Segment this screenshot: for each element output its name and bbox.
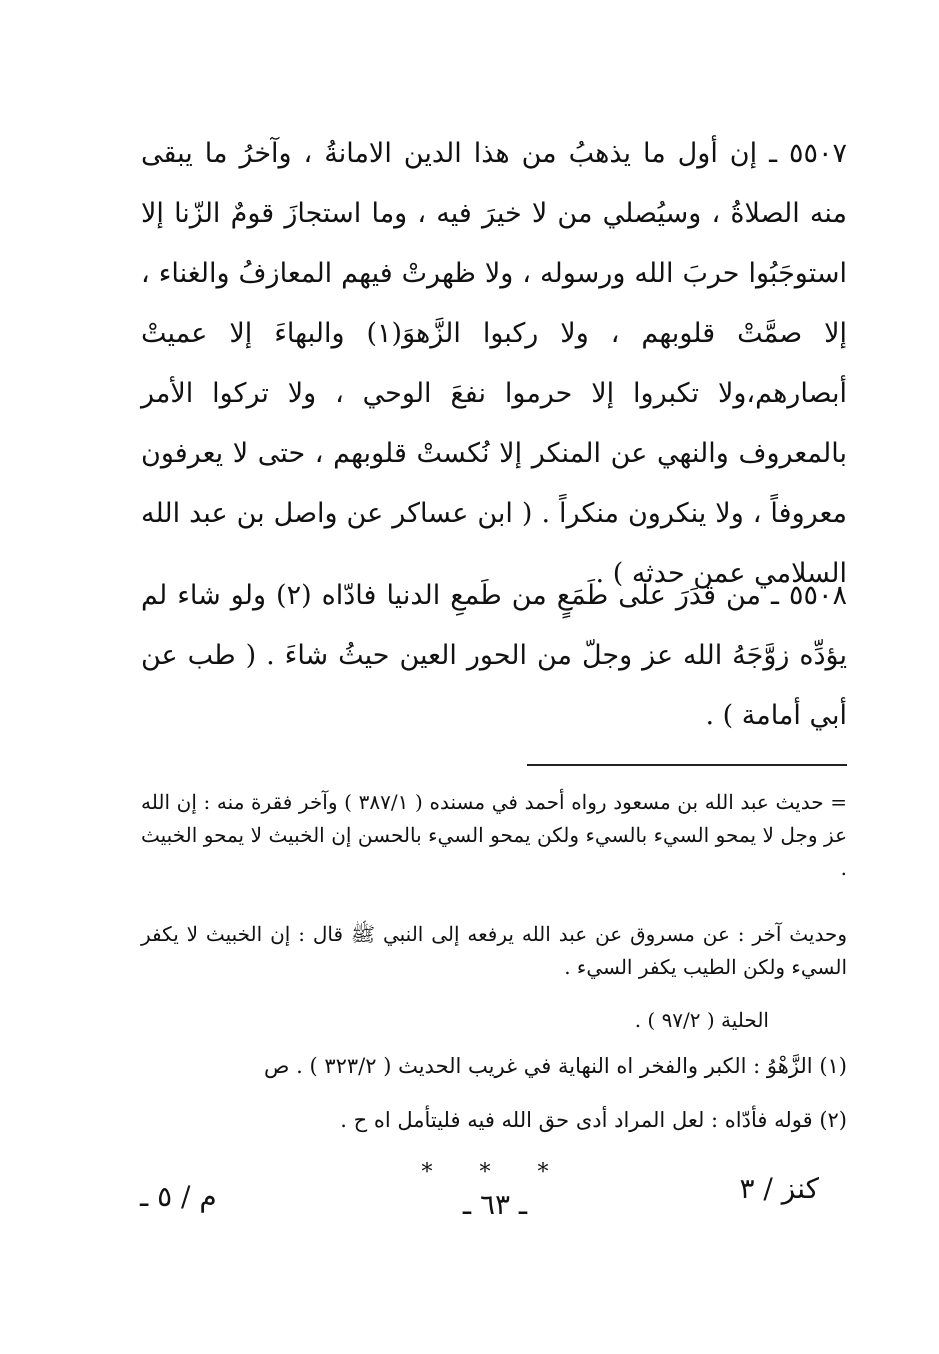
footnote-continuation-2: وحديث آخر : عن مسروق عن عبد الله يرفعه إلى النبي ﷺ قال : إن الخبيث لا يكفر السيء ولكن الطيب يكفر السيء .	[141, 922, 847, 979]
volume-label: كنز / ٣	[739, 1172, 819, 1205]
footnote-continuation-1: = حديث عبد الله بن مسعود رواه أحمد في مسنده ( ٣٨٧/١ ) وآخر فقرة منه : إن الله عز وجل لا يمحو السيء بالسيء ولكن يمحو السيء بالحسن إن الخبيث لا يمحو الخبيث .	[141, 790, 847, 880]
hadith-5508: ٥٥٠٨ ـ من قدَرَ على طَمَعٍ من طَمعِ الدنيا فادّاه (٢) ولو شاء لم يؤدِّه زوَّجَهُ الله عز وجلّ من الحور العين حيثُ شاءَ . ( طب عن أبي أمامة ) .	[141, 580, 847, 731]
footnote-continuation-3: الحلية ( ٩٧/٢ ) .	[634, 1008, 769, 1032]
page-footer	[0, 1160, 939, 1230]
footnote-separator	[527, 764, 847, 766]
page-number: ـ ٦٣ ـ	[462, 1188, 528, 1221]
footnote-2: (٢) قوله فأدّاه : لعل المراد أدى حق الله فيه فليتأمل اه ح .	[340, 1108, 847, 1132]
hadith-5507: ٥٥٠٧ ـ إن أول ما يذهبُ من هذا الدين الامانةُ ، وآخرُ ما يبقى منه الصلاةُ ، وسيُصلي من لا خيرَ فيه ، وما استجازَ قومٌ الزّنا إلا استوجَبُوا حربَ الله ورسوله ، ولا ظهرتْ فيهم المعازفُ والغناء ، إلا صمَّتْ قلوبهم ، ولا ركبوا الزَّهوَ(١) والبهاءَ إلا عميتْ أبصارهم،ولا تكبروا إلا حرموا نفعَ الوحي ، ولا تركوا الأمر بالمعروف والنهي عن المنكر إلا نُكستْ قلوبهم ، حتى لا يعرفون معروفاً ، ولا ينكرون منكراً . ( ابن عساكر عن واصل بن عبد الله السلامي عمن حدثه ) .	[141, 138, 848, 589]
separator-stars: * * *	[421, 1160, 569, 1185]
footnote-1: (١) الزَّهْوُ : الكبر والفخر اه النهاية في غريب الحديث ( ٣٢٣/٢ ) . ص	[264, 1054, 847, 1078]
signature-mark: م / ٥ ـ	[140, 1180, 217, 1213]
